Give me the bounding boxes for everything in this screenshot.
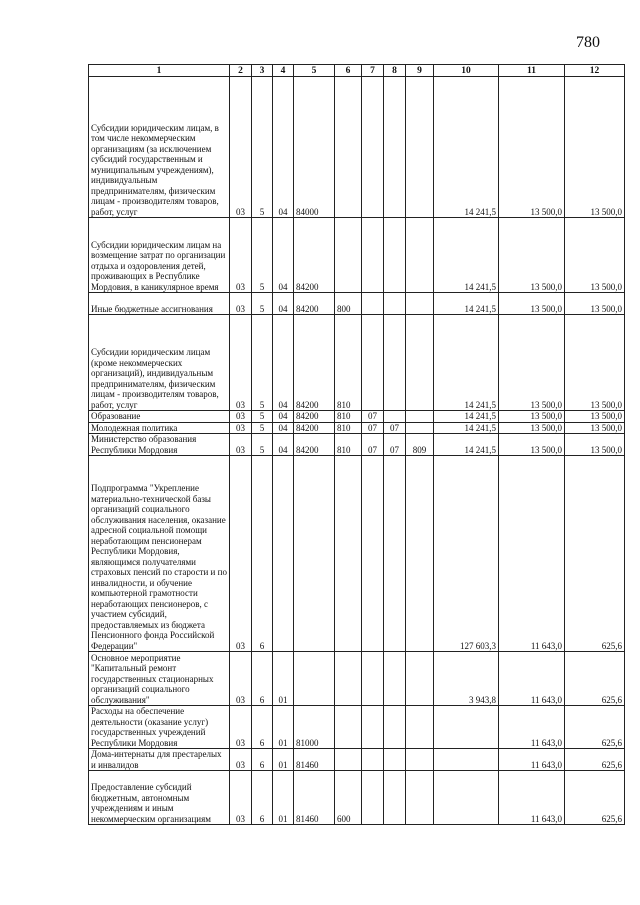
col-header-10: 10: [434, 65, 499, 77]
row-name: Расходы на обеспечение деятельности (оказание услуг) государственных учреждений Республики Мордовия: [89, 706, 230, 749]
cell-2: 03: [230, 293, 252, 315]
cell-9: 809: [406, 434, 434, 456]
cell-2: 03: [230, 422, 252, 434]
cell-12: 13 500,0: [565, 434, 625, 456]
col-header-9: 9: [406, 65, 434, 77]
cell-8: [384, 749, 406, 771]
cell-3: 6: [252, 652, 273, 706]
cell-4: 04: [273, 411, 294, 423]
cell-6: [335, 749, 362, 771]
cell-4: 01: [273, 706, 294, 749]
cell-9: [406, 315, 434, 411]
cell-3: 5: [252, 218, 273, 293]
col-header-4: 4: [273, 65, 294, 77]
cell-10: 14 241,5: [434, 77, 499, 218]
cell-10: [434, 706, 499, 749]
cell-5: 84200: [294, 218, 335, 293]
table-row: [89, 77, 625, 218]
cell-9: [406, 652, 434, 706]
cell-11: 11 643,0: [499, 652, 565, 706]
cell-12: 13 500,0: [565, 315, 625, 411]
table-row: [89, 706, 625, 749]
cell-2: 03: [230, 411, 252, 423]
cell-7: [362, 706, 384, 749]
table-row: [89, 652, 625, 706]
cell-7: [362, 749, 384, 771]
cell-10: 14 241,5: [434, 434, 499, 456]
cell-8: [384, 315, 406, 411]
cell-2: 03: [230, 706, 252, 749]
cell-5: 84200: [294, 293, 335, 315]
col-header-11: 11: [499, 65, 565, 77]
cell-12: 13 500,0: [565, 218, 625, 293]
table-row: [89, 749, 625, 771]
cell-7: [362, 771, 384, 825]
cell-5: 84200: [294, 411, 335, 423]
cell-9: [406, 456, 434, 652]
cell-2: 03: [230, 434, 252, 456]
cell-3: 6: [252, 456, 273, 652]
cell-11: 13 500,0: [499, 218, 565, 293]
header-row: [89, 65, 625, 77]
cell-8: [384, 411, 406, 423]
cell-10: [434, 749, 499, 771]
cell-12: 625,6: [565, 749, 625, 771]
cell-6: 810: [335, 434, 362, 456]
cell-9: [406, 706, 434, 749]
cell-4: 04: [273, 293, 294, 315]
cell-4: 04: [273, 422, 294, 434]
cell-5: 84200: [294, 315, 335, 411]
cell-12: 13 500,0: [565, 411, 625, 423]
cell-7: 07: [362, 434, 384, 456]
cell-4: 04: [273, 434, 294, 456]
cell-2: 03: [230, 652, 252, 706]
cell-9: [406, 293, 434, 315]
col-header-6: 6: [335, 65, 362, 77]
cell-3: 5: [252, 411, 273, 423]
cell-4: 01: [273, 652, 294, 706]
col-header-12: 12: [565, 65, 625, 77]
cell-9: [406, 77, 434, 218]
cell-2: 03: [230, 771, 252, 825]
cell-11: 11 643,0: [499, 749, 565, 771]
cell-3: 6: [252, 706, 273, 749]
row-name: Дома-интернаты для престарелых и инвалидов: [89, 749, 230, 771]
row-name: Субсидии юридическим лицам, в том числе некоммерческим организациям (за исключением субсидий государственным и муниципальным учреждениям), индивидуальным предпринимателям, физическим лицам - производителям товаров, работ, услуг: [89, 77, 230, 218]
table-row: [89, 456, 625, 652]
cell-6: [335, 218, 362, 293]
cell-5: [294, 456, 335, 652]
cell-2: 03: [230, 77, 252, 218]
row-name: Образование: [89, 411, 230, 423]
cell-4: 04: [273, 218, 294, 293]
cell-11: 13 500,0: [499, 434, 565, 456]
cell-8: [384, 218, 406, 293]
cell-10: 14 241,5: [434, 315, 499, 411]
cell-11: 13 500,0: [499, 422, 565, 434]
row-name: Иные бюджетные ассигнования: [89, 293, 230, 315]
budget-table: [88, 64, 625, 825]
col-header-2: 2: [230, 65, 252, 77]
cell-8: [384, 456, 406, 652]
cell-12: 13 500,0: [565, 77, 625, 218]
cell-3: 5: [252, 315, 273, 411]
cell-9: [406, 422, 434, 434]
table-row: [89, 411, 625, 423]
cell-12: 13 500,0: [565, 422, 625, 434]
row-name: Субсидии юридическим лицам на возмещение затрат по организации отдыха и оздоровления детей, проживающих в Республике Мордовия, в каникулярное время: [89, 218, 230, 293]
cell-8: 07: [384, 434, 406, 456]
cell-4: 01: [273, 771, 294, 825]
table-row: [89, 771, 625, 825]
cell-3: 5: [252, 293, 273, 315]
cell-2: 03: [230, 315, 252, 411]
cell-4: 04: [273, 77, 294, 218]
cell-8: 07: [384, 422, 406, 434]
cell-8: [384, 652, 406, 706]
col-header-8: 8: [384, 65, 406, 77]
cell-6: 810: [335, 422, 362, 434]
cell-10: 14 241,5: [434, 218, 499, 293]
cell-11: 13 500,0: [499, 77, 565, 218]
row-name: Предоставление субсидий бюджетным, автономным учреждениям и иным некоммерческим организациям: [89, 771, 230, 825]
cell-9: [406, 749, 434, 771]
cell-3: 6: [252, 771, 273, 825]
cell-6: 600: [335, 771, 362, 825]
cell-2: 03: [230, 456, 252, 652]
table-row: [89, 293, 625, 315]
cell-7: 07: [362, 411, 384, 423]
cell-8: [384, 293, 406, 315]
row-name: Субсидии юридическим лицам (кроме некоммерческих организаций), индивидуальным предпринимателям, физическим лицам - производителям товаров, работ, услуг: [89, 315, 230, 411]
row-name: Молодежная политика: [89, 422, 230, 434]
cell-11: 13 500,0: [499, 315, 565, 411]
cell-5: 84200: [294, 422, 335, 434]
page-number: 780: [576, 34, 600, 51]
cell-11: 11 643,0: [499, 771, 565, 825]
cell-6: 800: [335, 293, 362, 315]
cell-5: 84200: [294, 434, 335, 456]
cell-6: [335, 456, 362, 652]
table-row: [89, 315, 625, 411]
cell-7: [362, 218, 384, 293]
cell-12: 625,6: [565, 652, 625, 706]
col-header-7: 7: [362, 65, 384, 77]
cell-10: 14 241,5: [434, 422, 499, 434]
table-row: [89, 422, 625, 434]
cell-9: [406, 771, 434, 825]
cell-6: 810: [335, 411, 362, 423]
cell-5: 84000: [294, 77, 335, 218]
cell-7: [362, 77, 384, 218]
col-header-3: 3: [252, 65, 273, 77]
cell-2: 03: [230, 749, 252, 771]
cell-4: 01: [273, 749, 294, 771]
cell-7: [362, 456, 384, 652]
cell-11: 11 643,0: [499, 706, 565, 749]
cell-10: 14 241,5: [434, 293, 499, 315]
cell-3: 5: [252, 422, 273, 434]
row-name: Основное мероприятие "Капитальный ремонт государственных стационарных организаций социального обслуживания": [89, 652, 230, 706]
cell-4: [273, 456, 294, 652]
cell-9: [406, 411, 434, 423]
cell-8: [384, 706, 406, 749]
cell-6: [335, 652, 362, 706]
cell-6: [335, 77, 362, 218]
cell-6: [335, 706, 362, 749]
cell-12: 625,6: [565, 771, 625, 825]
cell-2: 03: [230, 218, 252, 293]
row-name: Министерство образования Республики Мордовия: [89, 434, 230, 456]
cell-7: [362, 315, 384, 411]
cell-4: 04: [273, 315, 294, 411]
cell-10: 3 943,8: [434, 652, 499, 706]
cell-8: [384, 771, 406, 825]
cell-11: 11 643,0: [499, 456, 565, 652]
cell-12: 625,6: [565, 456, 625, 652]
cell-6: 810: [335, 315, 362, 411]
cell-5: 81460: [294, 771, 335, 825]
cell-3: 6: [252, 749, 273, 771]
col-header-5: 5: [294, 65, 335, 77]
cell-10: 14 241,5: [434, 411, 499, 423]
cell-8: [384, 77, 406, 218]
col-header-1: 1: [89, 65, 230, 77]
cell-12: 625,6: [565, 706, 625, 749]
cell-10: 127 603,3: [434, 456, 499, 652]
cell-9: [406, 218, 434, 293]
cell-5: [294, 652, 335, 706]
cell-11: 13 500,0: [499, 293, 565, 315]
cell-7: 07: [362, 422, 384, 434]
table-row: [89, 434, 625, 456]
cell-11: 13 500,0: [499, 411, 565, 423]
cell-7: [362, 293, 384, 315]
cell-7: [362, 652, 384, 706]
cell-3: 5: [252, 434, 273, 456]
cell-3: 5: [252, 77, 273, 218]
cell-12: 13 500,0: [565, 293, 625, 315]
table-row: [89, 218, 625, 293]
cell-10: [434, 771, 499, 825]
cell-5: 81460: [294, 749, 335, 771]
cell-5: 81000: [294, 706, 335, 749]
row-name: Подпрограмма "Укрепление материально-технической базы организаций социального обслуживания населения, оказание адресной социальной помощи неработающим пенсионерам Республики Мордовия, являющимся получателями страховых пенсий по старости и по инвалидности, и обучение компьютерной грамотности неработающих пенсионеров, с участием субсидий, предоставляемых из бюджета Пенсионного фонда Российской Федерации": [89, 456, 230, 652]
